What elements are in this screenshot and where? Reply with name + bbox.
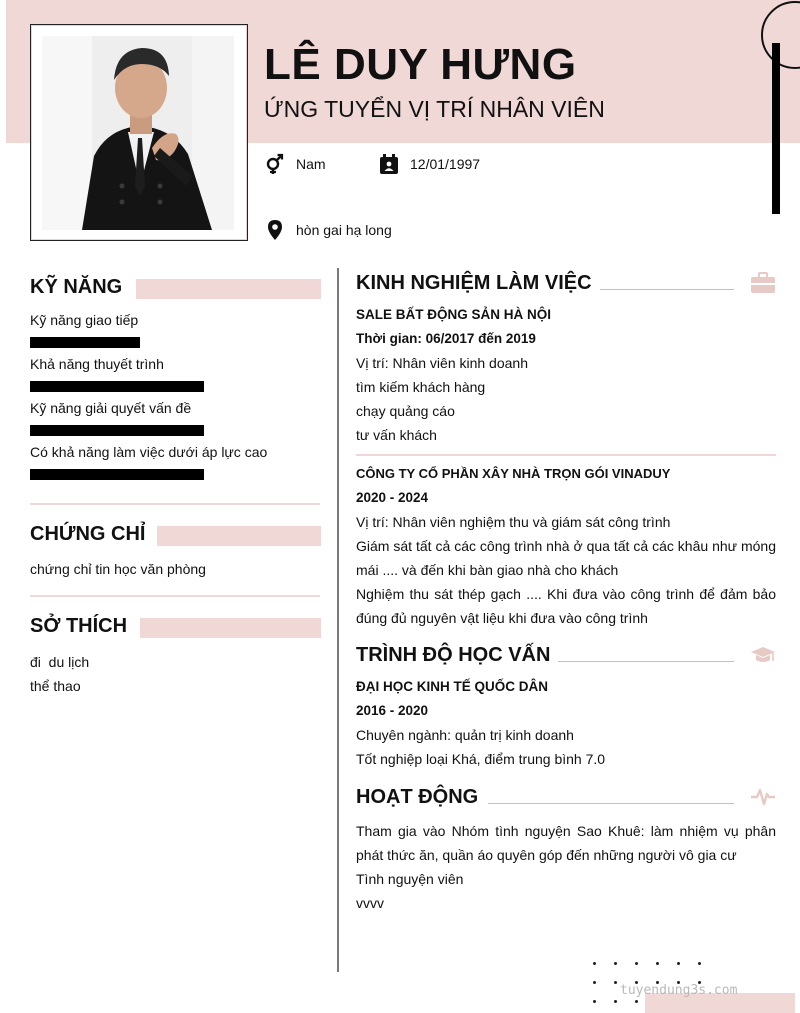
applied-position: ỨNG TUYỂN VỊ TRÍ NHÂN VIÊN — [264, 96, 605, 122]
certificate-item: chứng chỉ tin học văn phòng — [30, 561, 206, 577]
hobbies-section-header — [30, 609, 322, 643]
activities-section-header — [356, 782, 776, 814]
hobbies-title: SỞ THÍCH — [30, 615, 128, 637]
skill-level-bar — [30, 381, 204, 392]
skills-list — [30, 310, 322, 480]
job-entry — [356, 462, 776, 630]
left-column — [30, 270, 322, 698]
education-title-line — [558, 661, 734, 662]
skills-title-bar — [136, 279, 321, 299]
decorative-dot — [656, 962, 659, 965]
education-entry — [356, 675, 776, 771]
job-detail: Vị trí: Nhân viên kinh doanh — [356, 355, 528, 371]
hobbies-list — [30, 650, 322, 698]
decorative-vertical-bar — [772, 43, 780, 214]
certificates-section-header — [30, 517, 322, 551]
birthdate-value: 12/01/1997 — [410, 156, 481, 172]
skills-section-header — [30, 270, 322, 304]
decorative-dot — [593, 981, 596, 984]
education-detail: Chuyên ngành: quản trị kinh doanh — [356, 727, 574, 743]
job-detail: chạy quảng cáo — [356, 403, 455, 419]
decorative-dot — [677, 962, 680, 965]
watermark: tuyendung3s.com — [620, 983, 738, 998]
decorative-dot — [614, 1000, 617, 1003]
decorative-dot — [593, 1000, 596, 1003]
location-pin-icon — [264, 219, 286, 241]
activity-detail: Tình nguyện viên — [356, 871, 464, 887]
pulse-icon — [750, 786, 776, 808]
address-info — [264, 219, 392, 241]
job-detail: tư vấn khách — [356, 427, 437, 443]
certificates-title: CHỨNG CHỈ — [30, 523, 146, 545]
skills-title: KỸ NĂNG — [30, 276, 123, 298]
skill-level-bar — [30, 337, 140, 348]
job-detail: Vị trí: Nhân viên nghiệm thu và giám sát công trình — [356, 514, 671, 530]
skill-label: Kỹ năng giao tiếp — [30, 312, 139, 328]
section-divider — [30, 595, 320, 597]
decorative-dot — [614, 981, 617, 984]
job-detail: tìm kiếm khách hàng — [356, 379, 486, 395]
job-divider — [356, 454, 776, 456]
briefcase-icon — [750, 272, 776, 294]
job-company: SALE BẤT ĐỘNG SẢN HÀ NỘI — [356, 307, 552, 322]
job-detail: Nghiệm thu sát thép gạch .... Khi đưa vào công trình để đảm bảo đúng đủ nguyên vật liệu khi đưa vào công trình — [356, 586, 776, 626]
graduation-cap-icon — [750, 644, 776, 666]
job-period: Thời gian: 06/2017 đến 2019 — [356, 331, 536, 346]
education-period: 2016 - 2020 — [356, 703, 429, 718]
activities-title: HOẠT ĐỘNG — [356, 786, 479, 808]
decorative-dot — [614, 962, 617, 965]
address-value: hòn gai hạ long — [296, 222, 392, 238]
calendar-icon — [378, 153, 400, 175]
education-section-header — [356, 640, 776, 672]
activities-title-line — [488, 803, 734, 804]
column-divider — [337, 268, 339, 972]
skill-label: Có khả năng làm việc dưới áp lực cao — [30, 444, 268, 460]
hobby-item: đi du lịch — [30, 654, 90, 670]
decorative-dot — [593, 962, 596, 965]
decorative-dot — [698, 962, 701, 965]
hobbies-title-bar — [140, 618, 321, 638]
birthdate-info — [378, 153, 480, 175]
section-divider — [30, 503, 320, 505]
skill-label: Khả năng thuyết trình — [30, 356, 164, 372]
activity-detail: Tham gia vào Nhóm tình nguyện Sao Khuê: làm nhiệm vụ phân phát thức ăn, quần áo quyên góp đến những người vô gia cư — [356, 823, 776, 863]
right-column — [356, 268, 776, 915]
certificates-title-bar — [157, 526, 321, 546]
decorative-dot — [635, 962, 638, 965]
avatar — [42, 36, 234, 230]
education-detail: Tốt nghiệp loại Khá, điểm trung bình 7.0 — [356, 751, 606, 767]
skill-label: Kỹ năng giải quyết vấn đề — [30, 400, 192, 416]
activities-entry — [356, 819, 776, 915]
skill-item — [30, 442, 322, 480]
job-detail: Giám sát tất cả các công trình nhà ở qua tất cả các khâu như móng mái .... và đến khi bàn giao nhà cho khách — [356, 538, 776, 578]
job-company: CÔNG TY CỔ PHẦN XÂY NHÀ TRỌN GÓI VINADUY — [356, 466, 671, 481]
gender-value: Nam — [296, 156, 326, 172]
hobby-item: thể thao — [30, 678, 81, 694]
skill-item — [30, 398, 322, 436]
skill-level-bar — [30, 425, 204, 436]
education-title: TRÌNH ĐỘ HỌC VẤN — [356, 644, 551, 666]
skill-level-bar — [30, 469, 204, 480]
decorative-dot — [635, 1000, 638, 1003]
activity-detail: vvvv — [356, 895, 384, 911]
experience-title-line — [600, 289, 734, 290]
job-period: 2020 - 2024 — [356, 490, 429, 505]
gender-info — [264, 153, 326, 175]
skill-item — [30, 354, 322, 392]
candidate-name: LÊ DUY HƯNG — [264, 40, 577, 89]
experience-title: KINH NGHIỆM LÀM VIỆC — [356, 272, 592, 294]
avatar-portrait-illustration — [42, 36, 234, 230]
education-school: ĐẠI HỌC KINH TẾ QUỐC DÂN — [356, 679, 548, 694]
avatar-frame — [30, 24, 248, 241]
experience-section-header — [356, 268, 776, 300]
gender-icon — [264, 153, 286, 175]
job-entry — [356, 303, 776, 447]
skill-item — [30, 310, 322, 348]
